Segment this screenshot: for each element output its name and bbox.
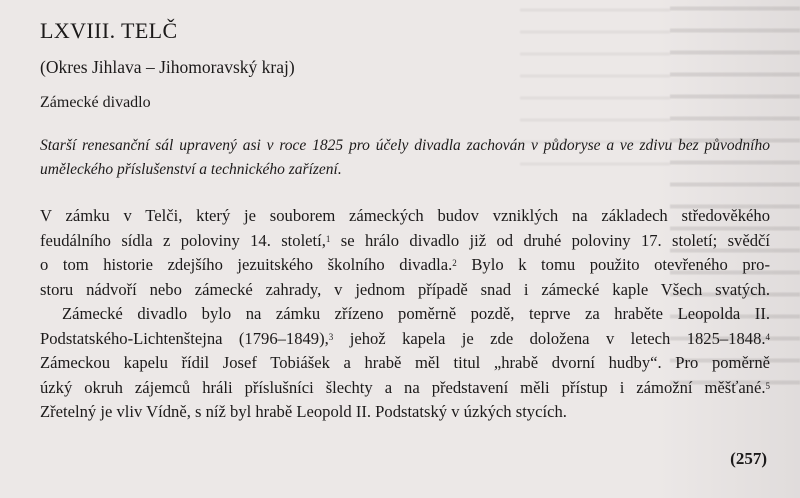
section-title: Zámecké divadlo — [40, 94, 151, 111]
body-text-span: Zřetelný je vliv Vídně, s níž byl hrabě Leopold II. Podstatský v úzkých stycích. — [40, 402, 567, 421]
body-text-span: Zámeckou kapelu řídil Josef Tobiášek a hrabě měl titul „hrabě dvorní hudby“. Pro poměrně — [40, 353, 770, 372]
body-text-span: Zámecké divadlo bylo na zámku zřízeno poměrně pozdě, teprve za hraběte Leopolda II. — [62, 304, 770, 323]
body-text-span: Podstatského-Lichtenštejna (1796–1849), — [40, 328, 329, 348]
body-text-span: se hrálo divadlo již od druhé poloviny 17. století; svědčí — [330, 230, 770, 250]
page-number: (257) — [730, 449, 767, 468]
body-text-span: V zámku v Telči, který je souborem zámeckých budov vzniklých na základech středověkého — [40, 206, 770, 225]
body-line — [40, 376, 770, 401]
body-line — [40, 278, 770, 303]
footnote-ref[interactable]: 4 — [765, 331, 771, 342]
body-line — [40, 204, 770, 229]
chapter-subheading: (Okres Jihlava – Jihomoravský kraj) — [40, 57, 295, 77]
footnote-ref[interactable]: 5 — [765, 380, 770, 391]
body-line — [40, 229, 770, 254]
body-line — [40, 400, 770, 425]
body-line — [40, 351, 770, 376]
body-text-span: storu nádvoří nebo zámecké zahrady, v jednom případě snad i zámecké kaple Všech svatých. — [40, 279, 770, 299]
body-line — [40, 253, 770, 278]
body-text-span: jehož kapela je zde doložena v letech 1825–1848. — [333, 328, 766, 348]
body-paragraphs — [40, 204, 770, 425]
body-line — [40, 302, 770, 327]
body-text-span: o tom historie zdejšího jezuitského školního divadla. — [40, 255, 453, 274]
body-text-span: Bylo k tomu použito otevřeného pro- — [456, 255, 770, 274]
body-line — [40, 327, 770, 352]
body-text-span: úzký okruh zájemců hráli příslušníci šlechty a na představení měli přístup i zámožní měšťané. — [40, 377, 766, 397]
footnote-ref[interactable]: 3 — [328, 331, 334, 342]
chapter-heading: LXVIII. TELČ — [40, 18, 178, 43]
footnote-ref[interactable]: 2 — [452, 258, 457, 268]
footnote-ref[interactable]: 1 — [325, 233, 331, 244]
body-text-span: feudálního sídla z poloviny 14. století, — [40, 230, 326, 250]
italic-summary: Starší renesanční sál upravený asi v roce 1825 pro účely divadla zachován v půdoryse a ve zdivu bez původního uměleckého příslušenství a technického zařízení. — [40, 137, 770, 178]
